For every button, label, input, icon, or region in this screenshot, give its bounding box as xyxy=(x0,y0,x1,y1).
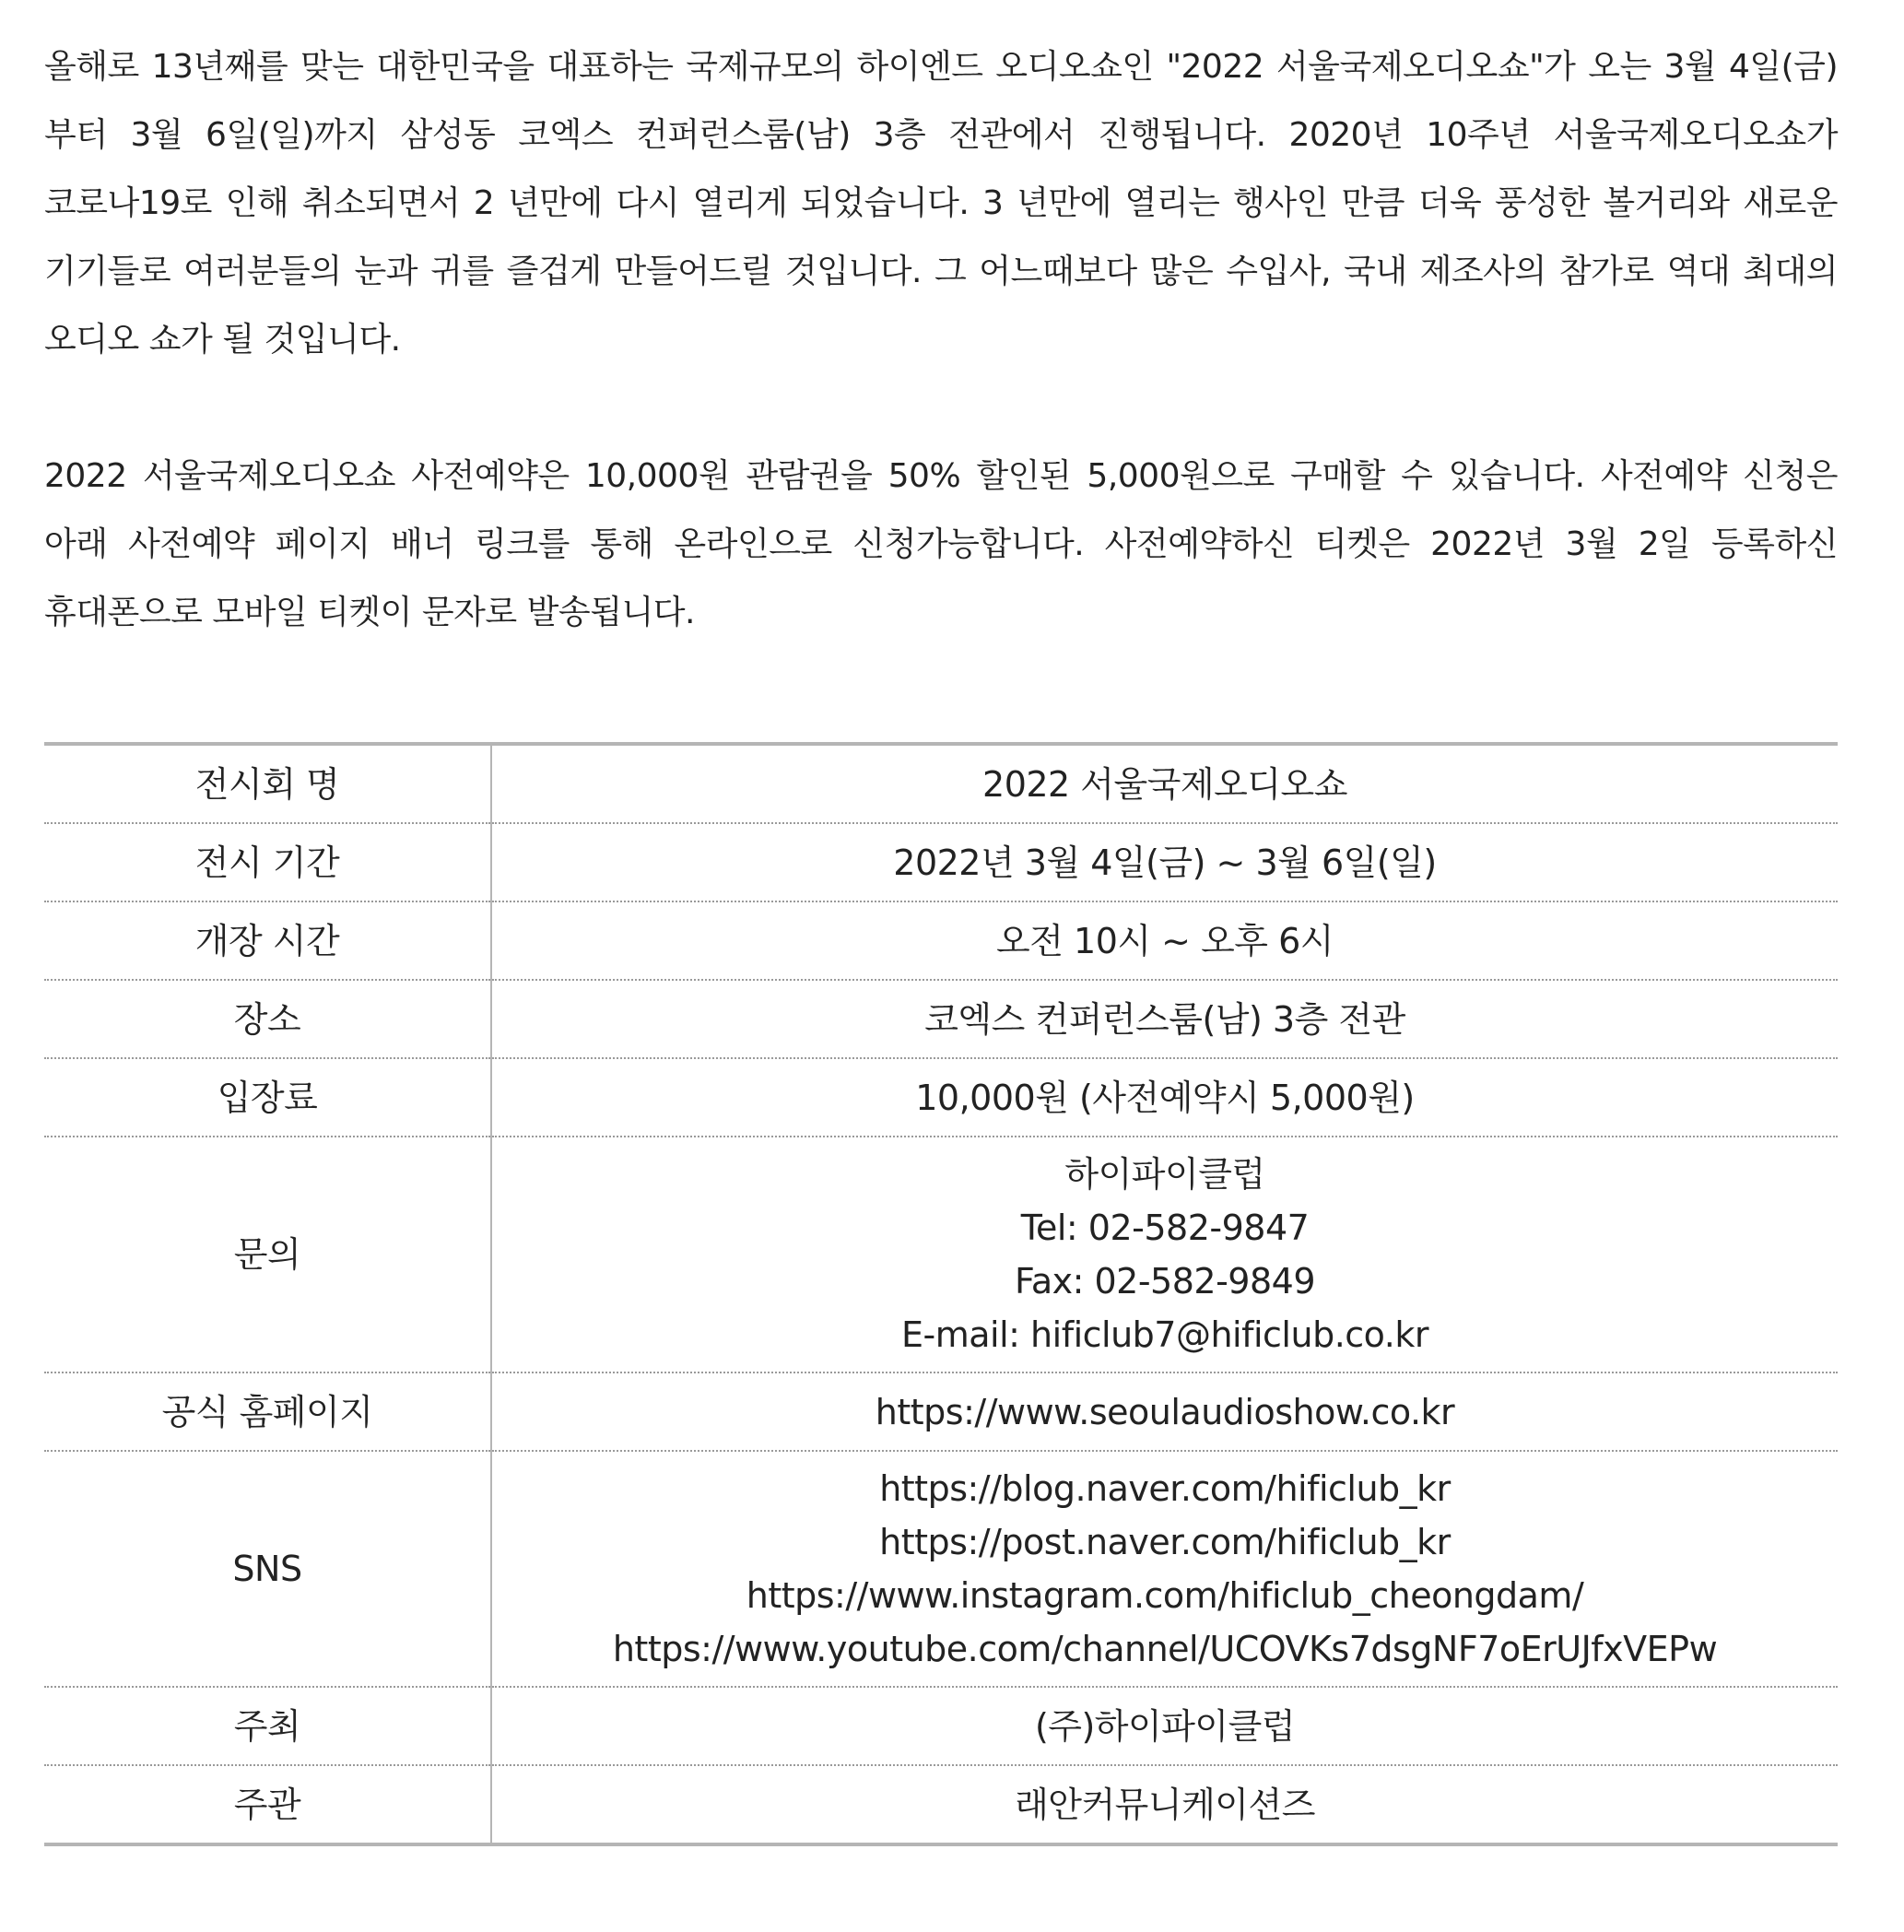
sns-instagram-link[interactable]: https://www.instagram.com/hificlub_cheongdam/ xyxy=(746,1575,1584,1616)
row-value-contact xyxy=(491,1137,1838,1372)
row-label-host: 주최 xyxy=(44,1687,491,1765)
row-value-sns xyxy=(491,1451,1838,1687)
sns-blog-link[interactable]: https://blog.naver.com/hificlub_kr xyxy=(879,1468,1451,1509)
row-label-contact: 문의 xyxy=(44,1137,491,1372)
row-label-exhibition-name: 전시회 명 xyxy=(44,744,491,823)
row-label-admission: 입장료 xyxy=(44,1058,491,1137)
reservation-paragraph: 2022 서울국제오디오쇼 사전예약은 10,000원 관람권을 50% 할인된 5,000원으로 구매할 수 있습니다. 사전예약 신청은 아래 사전예약 페이지 배너 링크를 통해 온라인으로 신청가능합니다. 사전예약하신 티켓은 2022년 3월 2일 등록하신 휴대폰으로 모바일 티켓이 문자로 발송됩니다. xyxy=(44,457,1838,631)
row-label-period: 전시 기간 xyxy=(44,823,491,901)
table-row xyxy=(44,901,1838,980)
homepage-link[interactable]: https://www.seoulaudioshow.co.kr xyxy=(491,1372,1838,1451)
row-value-hours: 오전 10시 ~ 오후 6시 xyxy=(491,901,1838,980)
sns-post-link[interactable]: https://post.naver.com/hificlub_kr xyxy=(879,1522,1451,1562)
table-row xyxy=(44,1451,1838,1687)
contact-organization: 하이파이클럽 xyxy=(1064,1154,1265,1195)
table-row xyxy=(44,1137,1838,1372)
row-label-hours: 개장 시간 xyxy=(44,901,491,980)
row-label-organizer: 주관 xyxy=(44,1765,491,1844)
table-row xyxy=(44,1765,1838,1844)
row-value-period: 2022년 3월 4일(금) ~ 3월 6일(일) xyxy=(491,823,1838,901)
contact-email[interactable]: E-mail: hificlub7@hificlub.co.kr xyxy=(901,1314,1428,1355)
row-label-venue: 장소 xyxy=(44,980,491,1058)
row-label-sns: SNS xyxy=(44,1451,491,1687)
row-value-exhibition-name: 2022 서울국제오디오쇼 xyxy=(982,763,1347,805)
event-info-table xyxy=(44,742,1838,1846)
contact-fax: Fax: 02-582-9849 xyxy=(1014,1261,1316,1302)
sns-youtube-link[interactable]: https://www.youtube.com/channel/UCOVKs7dsgNF7oErUJfxVEPw xyxy=(612,1629,1718,1669)
row-value-venue: 코엑스 컨퍼런스룸(남) 3층 전관 xyxy=(491,980,1838,1058)
intro-paragraph: 올해로 13년째를 맞는 대한민국을 대표하는 국제규모의 하이엔드 오디오쇼인 "2022 서울국제오디오쇼"가 오는 3월 4일(금)부터 3월 6일(일)까지 삼성동 코엑스 컨퍼런스룸(남) 3층 전관에서 진행됩니다. 2020년 10주년 서울국제오디오쇼가 코로나19로 인해 취소되면서 2 년만에 다시 열리게 되었습니다. 3 년만에 열리는 행사인 만큼 더욱 풍성한 볼거리와 새로운 기기들로 여러분들의 눈과 귀를 즐겁게 만들어드릴 것입니다. 그 어느때보다 많은 수입사, 국내 제조사의 참가로 역대 최대의 오디오 쇼가 될 것입니다. xyxy=(44,48,1838,359)
table-row xyxy=(44,823,1838,901)
row-label-homepage: 공식 홈페이지 xyxy=(44,1372,491,1451)
event-description xyxy=(44,33,1838,647)
row-value-admission: 10,000원 (사전예약시 5,000원) xyxy=(491,1058,1838,1137)
table-row xyxy=(44,1687,1838,1765)
row-value-organizer: 래안커뮤니케이션즈 xyxy=(491,1765,1838,1844)
table-row xyxy=(44,744,1838,823)
table-row xyxy=(44,980,1838,1058)
table-row xyxy=(44,1058,1838,1137)
table-row xyxy=(44,1372,1838,1451)
contact-phone: Tel: 02-582-9847 xyxy=(1020,1208,1310,1248)
row-value-host: (주)하이파이클럽 xyxy=(491,1687,1838,1765)
